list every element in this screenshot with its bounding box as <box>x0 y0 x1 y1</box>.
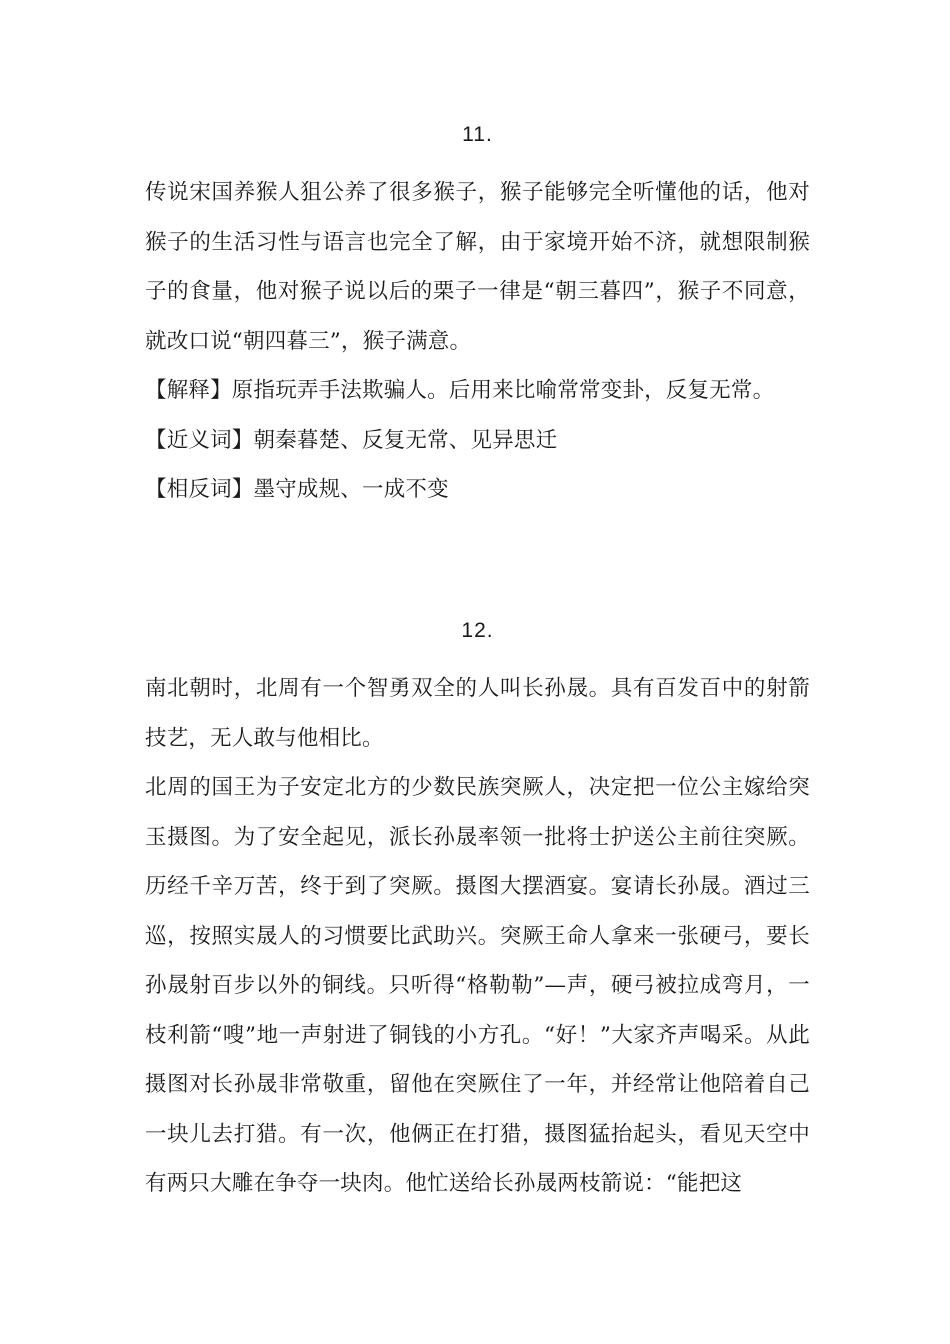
section-heading <box>145 614 810 646</box>
section-number: 12. <box>461 619 494 642</box>
story-paragraph-2: 北周的国王为子安定北方的少数民族突厥人，决定把一位公主嫁给突玉摄图。为了安全起见，派长孙晟率领一批将士护送公主前往突厥。历经千辛万苦，终于到了突厥。摄图大摆酒宴。宴请长孙晟。酒过三巡，按照实晟人的习惯要比武助兴。突厥王命人拿来一张硬弓，要长孙晟射百步以外的铜线。只听得“格勒勒”—声，硬弓被拉成弯月，一枝利箭“嗖”地一声射进了铜钱的小方孔。“好！”大家齐声喝采。从此摄图对长孙晟非常敬重，留他在突厥住了一年，并经常让他陪着自己一块儿去打猎。有一次，他俩正在打猎，摄图猛抬起头，看见天空中有两只大雕在争夺一块肉。他忙送给长孙晟两枝箭说：“能把这 <box>145 775 810 1196</box>
story-paragraph: 传说宋国养猴人狙公养了很多猴子，猴子能够完全听懂他的话，他对猴子的生活习性与语言也完全了解，由于家境开始不济，就想限制猴子的食量，他对猴子说以后的栗子一律是“朝三暮四”，猴子不同意，就改口说“朝四暮三”，猴子满意。 <box>145 180 810 354</box>
antonyms-paragraph: 【相反词】墨守成规、一成不变 <box>145 477 449 502</box>
section-heading <box>145 118 810 150</box>
synonyms-paragraph: 【近义词】朝秦暮楚、反复无常、见异思迁 <box>145 427 558 453</box>
idiom-section-12 <box>145 614 810 1209</box>
story-paragraph-1: 南北朝时，北周有一个智勇双全的人叫长孙晟。具有百发百中的射箭技艺，无人敢与他相比。 <box>145 676 810 751</box>
explanation-paragraph: 【解释】原指玩弄手法欺骗人。后用来比喻常常变卦，反复无常。 <box>145 378 775 403</box>
section-number: 11. <box>462 123 493 146</box>
idiom-section-11 <box>145 118 810 515</box>
